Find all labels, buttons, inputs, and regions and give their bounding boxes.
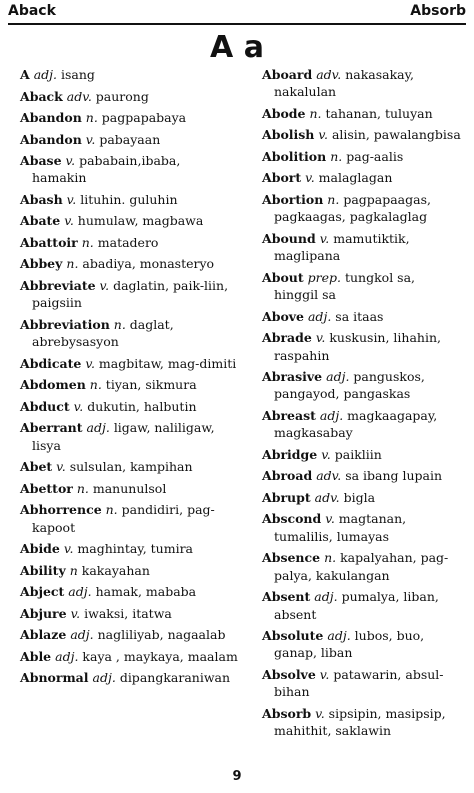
entry-part-of-speech: v. <box>64 213 74 229</box>
dictionary-entry <box>20 376 238 393</box>
dictionary-entry <box>20 277 238 312</box>
entry-part-of-speech: n. <box>66 256 79 272</box>
dictionary-entry <box>262 308 462 325</box>
entry-part-of-speech: adj. <box>319 407 344 423</box>
dictionary-entry <box>20 562 238 579</box>
entry-headword: Abash <box>20 191 63 207</box>
entry-headword: Abortion <box>262 191 324 207</box>
dictionary-entry <box>20 316 238 351</box>
entry-part-of-speech: n. <box>81 234 94 250</box>
entry-part-of-speech: n. <box>85 110 98 125</box>
entry-part-of-speech: adj. <box>55 648 79 664</box>
entry-definition: nagliliyab, nagaalab <box>97 627 226 643</box>
entry-part-of-speech: v. <box>85 355 95 371</box>
entry-headword: Abnormal <box>20 670 89 686</box>
dictionary-entry <box>262 705 462 740</box>
entry-headword: Absence <box>262 550 321 566</box>
entry-definition: kuskusin, lihahin, raspahin <box>274 330 442 363</box>
entry-headword: Abrade <box>262 330 312 346</box>
dictionary-entry <box>262 126 462 143</box>
entry-definition: kakayahan <box>81 562 150 578</box>
dictionary-entry <box>262 368 462 403</box>
entry-headword: Abscond <box>262 511 322 527</box>
entry-part-of-speech: v. <box>73 398 84 414</box>
page-number: 9 <box>232 769 242 784</box>
dictionary-entry <box>262 407 462 442</box>
entry-part-of-speech: v. <box>85 131 96 147</box>
entry-definition: manunulsol <box>92 480 167 496</box>
entry-headword: Abettor <box>20 480 73 496</box>
entry-headword: Abode <box>262 105 306 121</box>
dictionary-entry <box>262 467 462 484</box>
entry-part-of-speech: n. <box>113 316 126 332</box>
dictionary-entry <box>20 152 238 187</box>
dictionary-entry <box>20 191 238 208</box>
entry-definition: hamak, mababa <box>95 584 197 600</box>
entry-part-of-speech: adj. <box>314 589 338 605</box>
entry-part-of-speech: adv. <box>314 489 340 505</box>
entry-headword: Abridge <box>262 446 318 462</box>
entry-part-of-speech: v. <box>63 541 74 557</box>
entry-headword: Abound <box>262 230 316 246</box>
entry-definition: ligaw, naliligaw, lisya <box>32 420 215 453</box>
entry-headword: Abbreviate <box>20 277 96 293</box>
entry-headword: Aberrant <box>20 420 83 436</box>
running-header <box>8 0 466 22</box>
entry-part-of-speech: adj. <box>92 670 116 686</box>
entry-headword: Abolition <box>262 148 327 164</box>
entry-headword: Abroad <box>262 468 313 484</box>
dictionary-entry <box>262 666 462 701</box>
entry-definition: isang <box>60 67 95 82</box>
entry-headword: Abbreviation <box>20 316 110 332</box>
entry-part-of-speech: adj. <box>307 308 332 324</box>
entry-headword: Abrasive <box>262 369 323 385</box>
entry-headword: Above <box>262 308 304 324</box>
dictionary-entry <box>20 212 238 229</box>
entry-headword: Aback <box>20 88 63 104</box>
entry-headword: Abandon <box>20 131 82 147</box>
entry-headword: Abdicate <box>20 355 82 371</box>
entry-definition: nakasakay, nakalulan <box>274 67 414 100</box>
dictionary-entry <box>20 66 238 83</box>
entry-part-of-speech: n. <box>327 191 340 207</box>
entry-headword: Abate <box>20 213 61 229</box>
entry-definition: tiyan, sikmura <box>105 377 197 393</box>
entry-definition: magkaagapay, magkasabay <box>274 407 438 441</box>
entry-headword: Abjure <box>20 605 67 621</box>
dictionary-entry <box>20 648 238 665</box>
entry-definition: sipsipin, masipsip, mahithit, saklawin <box>274 705 446 739</box>
entry-definition: patawarin, absul-bihan <box>274 666 444 700</box>
entry-headword: Able <box>20 648 52 664</box>
dictionary-entry <box>20 109 238 126</box>
entry-part-of-speech: adv. <box>316 468 342 484</box>
entry-part-of-speech: v. <box>99 277 110 293</box>
entry-headword: Absorb <box>262 705 312 721</box>
entry-headword: A <box>20 67 30 82</box>
dictionary-entry <box>262 329 462 364</box>
entry-part-of-speech: n. <box>309 105 322 121</box>
entry-headword: Abject <box>20 584 65 600</box>
entry-definition: tungkol sa, hinggil sa <box>274 269 416 303</box>
dictionary-entry <box>262 627 462 662</box>
dictionary-entry <box>262 66 462 101</box>
dictionary-entry <box>20 234 238 251</box>
entry-definition: pabayaan <box>99 131 161 147</box>
entry-definition: magbitaw, mag-dimiti <box>98 355 237 371</box>
dictionary-entry <box>20 501 238 536</box>
entry-definition: dukutin, halbutin <box>87 398 197 414</box>
entry-part-of-speech: v. <box>318 127 328 143</box>
entry-definition: abadiya, monasteryo <box>82 256 215 272</box>
section-heading: A a <box>210 30 264 65</box>
entry-definition: paikliin <box>334 446 382 462</box>
entry-definition: kaya , maykaya, maalam <box>82 648 238 664</box>
entry-definition: magtanan, tumalilis, lumayas <box>274 511 407 544</box>
entry-definition: lituhin. guluhin <box>80 191 178 207</box>
entry-definition: sulsulan, kampihan <box>69 459 193 475</box>
entry-definition: malaglagan <box>318 170 393 186</box>
entry-part-of-speech: v. <box>65 153 76 168</box>
dictionary-entry <box>20 669 238 686</box>
entry-part-of-speech: v. <box>66 191 77 207</box>
dictionary-entry <box>20 480 238 497</box>
dictionary-entry <box>20 605 238 622</box>
entry-headword: Abase <box>20 153 62 168</box>
entry-definition: pumalya, liban, absent <box>274 589 439 622</box>
entry-definition: tahanan, tuluyan <box>325 105 433 121</box>
dictionary-entry <box>262 148 462 165</box>
entry-part-of-speech: adj. <box>33 67 57 82</box>
dictionary-entry <box>20 583 238 600</box>
entry-part-of-speech: adj. <box>86 420 110 436</box>
entry-definition: pandidiri, pag-kapoot <box>32 502 215 535</box>
entry-part-of-speech: v. <box>319 230 330 246</box>
dictionary-entry <box>20 131 238 148</box>
dictionary-entry <box>262 169 462 186</box>
entry-part-of-speech: v. <box>305 170 315 186</box>
entry-headword: Abide <box>20 541 60 557</box>
entry-definition: sa ibang lupain <box>345 468 443 484</box>
entry-headword: Ability <box>20 562 66 578</box>
dictionary-entry <box>262 549 462 584</box>
entry-headword: Absolve <box>262 666 316 682</box>
entry-headword: Abdomen <box>20 377 86 393</box>
entry-headword: Abbey <box>20 256 63 272</box>
entry-headword: About <box>262 269 304 285</box>
entry-part-of-speech: adv. <box>66 88 92 104</box>
dictionary-entry <box>20 88 238 105</box>
dictionary-entry <box>262 105 462 122</box>
entry-part-of-speech: v. <box>315 330 326 346</box>
entry-definition: panguskos, pangayod, pangaskas <box>274 369 425 402</box>
entry-part-of-speech: n. <box>89 377 102 393</box>
dictionary-entry <box>262 446 462 463</box>
entry-definition: bigla <box>343 489 376 505</box>
dictionary-entry <box>20 398 238 415</box>
entry-definition: pagpapabaya <box>101 110 187 125</box>
entry-definition: daglatin, paik-liin, paigsiin <box>32 277 229 311</box>
entry-part-of-speech: adj. <box>70 627 94 643</box>
entry-definition: matadero <box>97 234 159 250</box>
entry-part-of-speech: prep. <box>307 269 341 285</box>
entry-part-of-speech: adj. <box>326 369 350 385</box>
entry-definition: mamutiktik, maglipana <box>274 230 410 264</box>
entry-part-of-speech: n. <box>330 148 343 164</box>
entry-definition: pababain,ibaba, hamakin <box>32 153 181 186</box>
entry-part-of-speech: adj. <box>68 584 92 600</box>
entries-column-left <box>20 66 238 691</box>
entry-part-of-speech: v. <box>325 511 335 527</box>
entry-part-of-speech: adj. <box>327 628 351 644</box>
dictionary-entry <box>262 269 462 304</box>
entry-part-of-speech: v. <box>56 459 66 475</box>
entry-definition: maghintay, tumira <box>77 541 194 557</box>
entry-headword: Abreast <box>262 407 316 423</box>
entry-definition: humulaw, magbawa <box>77 213 204 229</box>
entry-definition: pagpapaagas, pagkaagas, pagkalaglag <box>274 191 431 225</box>
header-right-guideword: Absorb <box>410 3 466 19</box>
entry-headword: Abolish <box>262 127 315 143</box>
entry-definition: iwaksi, itatwa <box>84 605 172 621</box>
entry-headword: Abort <box>262 170 302 186</box>
entry-headword: Ablaze <box>20 627 67 643</box>
entry-part-of-speech: v. <box>321 446 331 462</box>
dictionary-entry <box>262 489 462 506</box>
entry-headword: Abet <box>20 459 53 475</box>
dictionary-entry <box>20 540 238 557</box>
entry-definition: alisin, pawalangbisa <box>331 127 461 143</box>
dictionary-entry <box>20 419 238 454</box>
entry-definition: kapalyahan, pag-palya, kakulangan <box>274 550 449 583</box>
dictionary-entry <box>262 510 462 545</box>
entry-definition: dipangkaraniwan <box>119 670 231 686</box>
dictionary-entry <box>20 626 238 643</box>
entry-headword: Abandon <box>20 110 82 125</box>
entry-headword: Absolute <box>262 628 324 644</box>
dictionary-entry <box>262 230 462 265</box>
entry-definition: sa itaas <box>335 308 384 324</box>
header-rule <box>8 23 466 25</box>
dictionary-entry <box>20 355 238 372</box>
entry-part-of-speech: n. <box>324 550 337 566</box>
entry-headword: Abattoir <box>20 234 78 250</box>
entry-headword: Abrupt <box>262 489 311 505</box>
entry-part-of-speech: v. <box>319 666 330 682</box>
dictionary-entry <box>20 255 238 272</box>
entry-definition: daglat, abrebysasyon <box>32 316 174 350</box>
entry-part-of-speech: n. <box>105 502 118 518</box>
entry-part-of-speech: v. <box>315 705 325 721</box>
entry-part-of-speech: n <box>69 562 78 578</box>
entry-part-of-speech: v. <box>70 605 81 621</box>
entry-part-of-speech: n. <box>76 480 89 496</box>
entry-headword: Absent <box>262 589 311 605</box>
dictionary-entry <box>262 191 462 226</box>
entry-part-of-speech: adv. <box>316 67 342 82</box>
entry-definition: lubos, buo, ganap, liban <box>274 628 425 661</box>
dictionary-entry <box>262 588 462 623</box>
header-left-guideword: Aback <box>8 3 56 19</box>
entry-definition: pag-aalis <box>346 148 404 164</box>
entries-column-right <box>262 66 462 744</box>
dictionary-entry <box>20 458 238 475</box>
entry-headword: Aboard <box>262 67 313 82</box>
entry-headword: Abduct <box>20 398 70 414</box>
entry-headword: Abhorrence <box>20 502 102 518</box>
entry-definition: paurong <box>95 88 149 104</box>
